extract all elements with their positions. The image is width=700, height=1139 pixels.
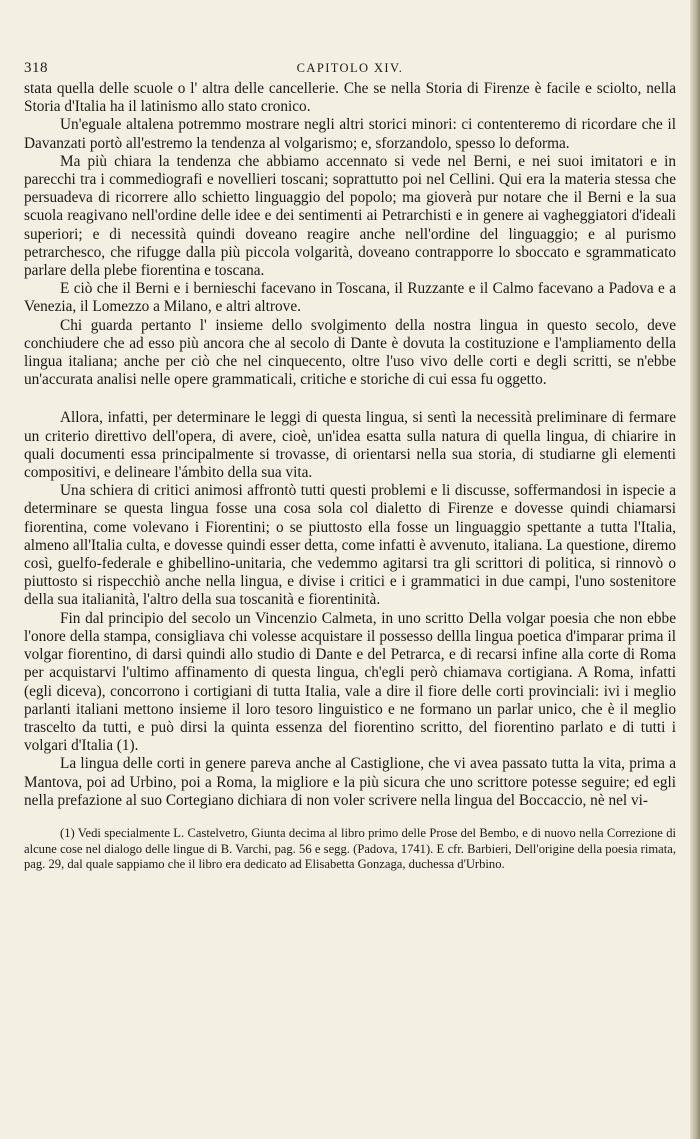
- page-number: 318: [24, 60, 48, 76]
- book-page: [24, 60, 676, 873]
- paragraph: Chi guarda pertanto l' insieme dello svolgimento della nostra lingua in questo secolo, deve conchiudere che ad esso più ancora che al secolo di Dante è dovuta la costituzione e l'ampliamento della lingua italiana; anche per ciò che nel cinquecento, oltre l'uso vivo delle corti e degli scritti, se n'ebbe un'accurata analisi nelle opere grammaticali, critiche e storiche di cui essa fu oggetto.: [24, 316, 676, 389]
- paragraph: stata quella delle scuole o l' altra delle cancellerie. Che se nella Storia di Firenze è facile e sciolto, nella Storia d'Italia ha il latinismo allo stato cronico.: [24, 80, 676, 116]
- paragraph: La lingua delle corti in genere pareva anche al Castiglione, che vi avea passato tutta la vita, prima a Mantova, poi ad Urbino, poi a Roma, la migliore e la più sicura che uno scrittore potesse seguire; ed egli nella prefazione al suo Cortegiano dichiara di non voler scrivere nella lingua del Boccaccio, nè nel vi-: [24, 755, 676, 809]
- paragraph: E ciò che il Berni e i bernieschi facevano in Toscana, il Ruzzante e il Calmo facevano a Padova e a Venezia, il Lomezzo a Milano, e altri altrove.: [24, 280, 676, 316]
- page-edge-shadow: [690, 0, 700, 1139]
- page-header: [24, 60, 676, 80]
- paragraph: Una schiera di critici animosi affrontò tutti questi problemi e li discusse, soffermandosi in ispecie a determinare se questa lingua fosse una cosa sola col dialetto di Firenze e dovesse quindi chiamarsi fiorentina, come volevano i Fiorentini; o se piuttosto ella fosse un linguaggio spettante a tutta l'Italia, almeno all'Italia culta, e dovesse quindi esser detta, come infatti è avvenuto, italiana. La questione, diremo così, guelfo-federale e ghibellino-unitaria, che vedemmo agitarsi tra gli scrittori di politica, si rinnovò o piuttosto si rispecchiò anche nella lingua, e divise i critici e i grammatici in due campi, l'uno sostenitore della sua italianità, l'altro della sua toscanità e fiorentinità.: [24, 482, 676, 609]
- footnotes: [24, 826, 676, 873]
- body-text: [24, 80, 676, 810]
- paragraph: Fin dal principio del secolo un Vincenzio Calmeta, in uno scritto Della volgar poesia che non ebbe l'onore della stampa, consigliava chi volesse acquistare il possesso dellla lingua poetica d'imparar prima il volgar fiorentino, di darsi quindi allo studio di Dante e del Petrarca, e di recarsi infine alla corte di Roma per acquistarvi l'ultimo affinamento di questa lingua, ch'egli però chiamava cortigiana. A Roma, infatti (egli diceva), concorrono i cortigiani di tutta Italia, vale a dire il fiore delle corti provinciali: ivi i meglio parlanti italiani mettono insieme il loro tesoro linguistico e ne formano un parlar unico, che è il meglio trascelto da tutti, e può dirsi la quinta essenza del fiorentino scritto, del fiorentino parlato e di tutti i volgari d'Italia (1).: [24, 609, 676, 755]
- paragraph: Allora, infatti, per determinare le leggi di questa lingua, si sentì la necessità preliminare di fermare un criterio direttivo dell'opera, di avere, cioè, un'idea esatta sulla natura di quella lingua, di chiarire in quali documenti essa principalmente si trovasse, di orientarsi nella sua storia, di studiarne gli elementi compositivi, e delineare l'ámbito della sua vita.: [24, 409, 676, 482]
- running-head: CAPITOLO XIV.: [296, 61, 404, 75]
- paragraph: Un'eguale altalena potremmo mostrare negli altri storici minori: ci contenteremo di ricordare che il Davanzati portò all'estremo la tendenza al volgarismo; e, sforzandolo, spesso lo deforma.: [24, 116, 676, 152]
- paragraph: Ma più chiara la tendenza che abbiamo accennato si vede nel Berni, e nei suoi imitatori e in parecchi tra i commediografi e novellieri toscani; soprattutto poi nel Cellini. Qui era la materia stessa che persuadeva di ricorrere allo schietto linguaggio del popolo; ma gioverà pur notare che il Berni e la sua scuola reagivano nell'ordine delle idee e dei sentimenti ai Petrarchisti e in genere ai vagheggiatori d'ideali superiori; e di necessità quindi doveano reagire anche nell'ordine del linguaggio; e al purismo petrarchesco, che rifugge dalla più piccola volgarità, doveano contrapporre lo sboccato e sgrammaticato parlare della plebe fiorentina e toscana.: [24, 152, 676, 280]
- footnote: (1) Vedi specialmente L. Castelvetro, Giunta decima al libro primo delle Prose del Bembo, e di nuovo nella Correzione di alcune cose nel dialogo delle lingue di B. Varchi, pag. 56 e segg. (Padova, 1741). E cfr. Barbieri, Dell'origine della poesia rimata, pag. 29, dal quale sappiamo che il libro era dedicato ad Elisabetta Gonzaga, duchessa d'Urbino.: [24, 825, 676, 872]
